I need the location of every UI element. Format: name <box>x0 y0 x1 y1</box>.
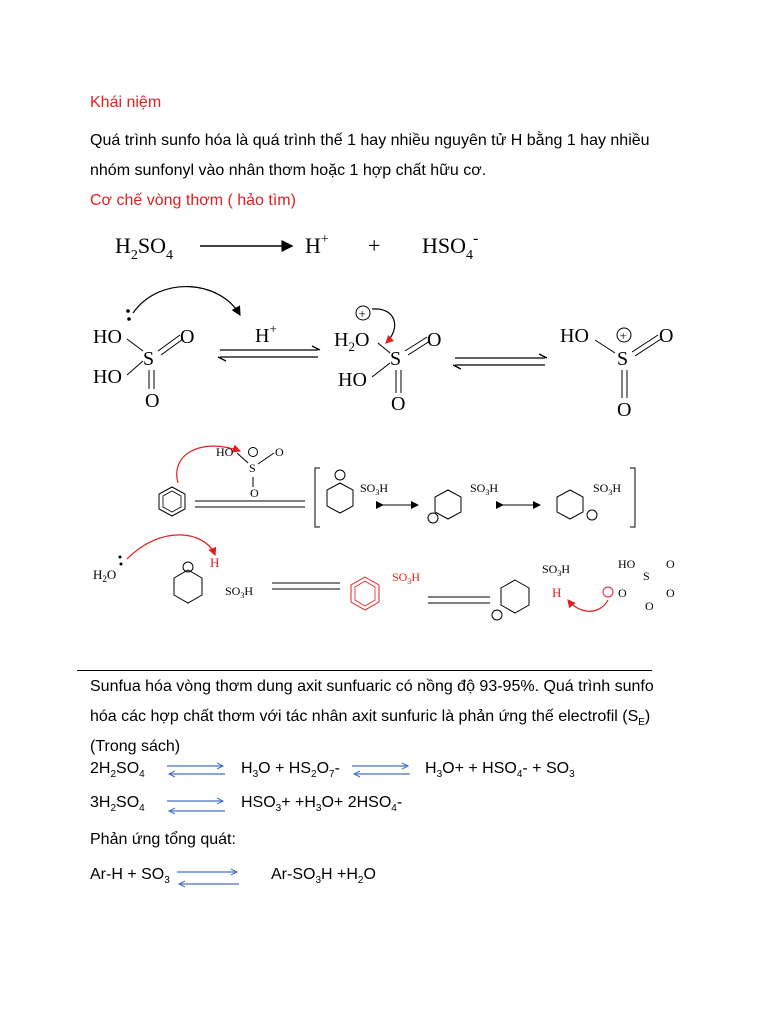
equilibrium-arrow-3 <box>165 797 227 815</box>
svg-text:S: S <box>249 461 256 475</box>
svg-text:O: O <box>391 393 406 415</box>
mechanism-scheme <box>0 215 768 635</box>
svg-text:SO3H: $SO_3H$ <box>542 562 571 578</box>
svg-text:O: O <box>666 586 675 600</box>
attack-step <box>159 445 635 527</box>
svg-text:HO: HO <box>93 366 122 388</box>
svg-text:S: S <box>390 348 402 370</box>
heading-mechanism: Cơ chế vòng thơm ( hảo tìm) <box>90 192 296 209</box>
equation-2-left: $3H_2SO_4$ <box>90 794 145 815</box>
reaction-intro <box>90 672 654 762</box>
equilibrium-arrow-4 <box>175 868 241 888</box>
equation-3-left: $Ar-H + SO_3$ <box>90 866 170 887</box>
svg-text:S: S <box>643 569 650 583</box>
svg-text:O: O <box>180 326 195 348</box>
deprotonation-step <box>93 535 675 620</box>
svg-text:O: O <box>666 557 675 571</box>
svg-text:HO: HO <box>216 445 234 459</box>
heading-concept: Khái niệm <box>90 94 162 111</box>
hplus-label: H+ <box>255 321 277 347</box>
divider <box>77 670 652 671</box>
svg-text:H: H <box>552 585 562 600</box>
svg-text:O: O <box>145 390 160 412</box>
intro-line-1: Sunfua hóa vòng thơm dung axit sunfuaric có nồng độ 93-95%. Quá trình sunfo <box>90 678 654 695</box>
plus-sign: + <box>368 233 381 258</box>
equilibrium-arrow-2 <box>350 762 412 778</box>
equation-1-right: $H_3O+ + HSO_4- + SO_3$ <box>425 760 575 781</box>
svg-text:HO: HO <box>560 325 589 347</box>
definition-line-2: nhóm sunfonyl vào nhân thơm hoặc 1 hợp chất hữu cơ. <box>90 162 487 179</box>
svg-text:+: + <box>619 328 627 343</box>
equation-3-right: $Ar-SO_3H +H_2O$ <box>271 866 376 887</box>
hso4-formula: $HSO_4^-$ <box>422 230 479 263</box>
svg-text:O: O <box>659 325 674 347</box>
equation-1-middle: $H_3O + HS_2O_7-$ <box>241 760 340 781</box>
svg-text:O: O <box>427 329 442 351</box>
general-reaction-label: Phản ứng tổng quát: <box>90 831 236 848</box>
svg-text:H: H <box>210 555 220 570</box>
svg-text:SO3H: $SO_3H$ <box>392 570 421 586</box>
svg-text:HO: HO <box>338 369 367 391</box>
definition-paragraph <box>90 126 650 186</box>
h2o-base: $H_2O$ <box>93 567 117 584</box>
reaction-1 <box>115 230 478 263</box>
svg-text:O: O <box>617 399 632 421</box>
svg-text:SO3H: $SO_3H$ <box>470 481 499 497</box>
svg-text:HO: HO <box>93 326 122 348</box>
svg-text:O: O <box>250 486 259 500</box>
svg-text:O: O <box>645 599 654 613</box>
svg-text:O: O <box>618 586 627 600</box>
protonation-step <box>93 287 673 421</box>
h2o-group: $H_2O$ <box>334 329 370 354</box>
svg-text:HO: HO <box>618 557 636 571</box>
svg-text:SO3H: $SO_3H$ <box>225 584 254 600</box>
equation-1-left: $2H_2SO_4$ <box>90 760 145 781</box>
proton-formula: H+ <box>305 232 329 258</box>
svg-text:S: S <box>143 348 155 370</box>
svg-text:SO3H: $SO_3H$ <box>593 481 622 497</box>
h2so4-formula: $H_2SO_4$ <box>115 233 174 263</box>
intro-line-3: (Trong sách) <box>90 738 181 755</box>
svg-text:S: S <box>617 348 629 370</box>
svg-text:O: O <box>275 445 284 459</box>
definition-line-1: Quá trình sunfo hóa là quá trình thế 1 hay nhiều nguyên tử H bằng 1 hay nhiều <box>90 132 650 149</box>
equation-2-right: $HSO_3+ +H_3O+ 2HSO_4-$ <box>241 794 403 815</box>
equilibrium-arrow-1 <box>165 762 227 778</box>
svg-text:+: + <box>358 306 366 321</box>
so3h-label: $SO_3H$ <box>360 481 389 497</box>
intro-line-2: hóa các hợp chất thơm với tác nhân axit sunfuric là phản ứng thế electrofil $(S_E)$ <box>90 708 651 729</box>
